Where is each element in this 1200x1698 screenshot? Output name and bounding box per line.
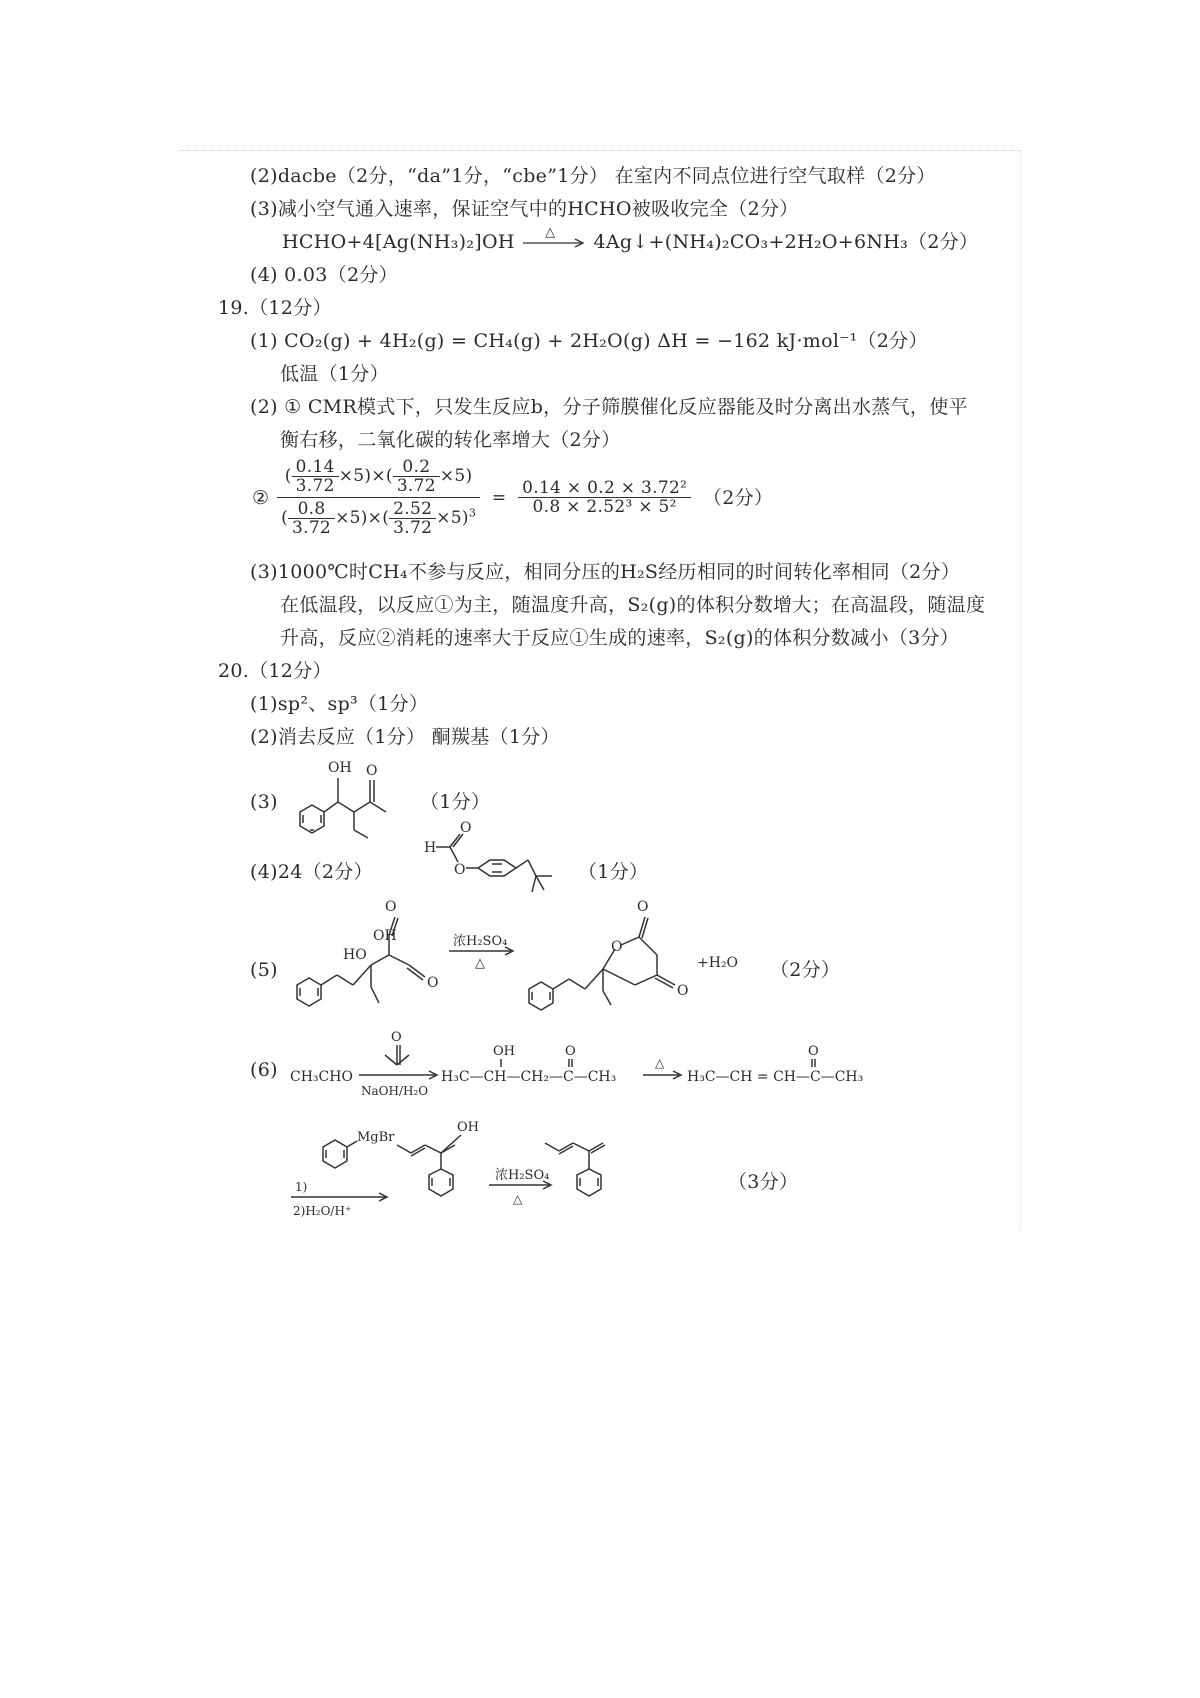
- svg-text:OH: OH: [328, 760, 352, 776]
- q19-fraction: ② ( $\frac{0.14}{3.72}$ ×5)×( $\frac{0.2}{3.72}$ ×5) ( $\frac{0.8}{3.72}$ ×5)×( $\frac{2.52}{3.72}$ ×5)$^3$ = $\frac{\text{0.14 × 0.2 × 3.72²}}{\text{0.8 × 2.52³ × 5²}}$ （2分）: [252, 457, 774, 538]
- structure-6-line2: [285, 1115, 715, 1230]
- q20-part6-score: （3分）: [728, 1171, 799, 1193]
- q19-part1b: 低温（1分）: [280, 363, 389, 385]
- svg-text:H₃C—CH = CH—C—CH₃: H₃C—CH = CH—C—CH₃: [687, 1069, 864, 1085]
- structure-3: [270, 750, 410, 840]
- svg-text:+H₂O: +H₂O: [697, 955, 739, 971]
- svg-text:O: O: [611, 939, 623, 955]
- svg-text:△: △: [513, 1192, 523, 1206]
- svg-text:O: O: [366, 763, 378, 779]
- q20-part3-score: （1分）: [420, 791, 491, 813]
- q20-part2: (2)消去反应（1分） 酮羰基（1分）: [250, 726, 560, 748]
- svg-text:MgBr: MgBr: [357, 1130, 395, 1145]
- q20-part1: (1)sp²、sp³（1分）: [250, 693, 429, 715]
- q19-header: 19.（12分）: [218, 297, 332, 319]
- circled-two: ②: [252, 486, 270, 509]
- q18-part4: (4) 0.03（2分）: [250, 264, 398, 286]
- q19-part2b: 衡右移，二氧化碳的转化率增大（2分）: [280, 429, 621, 451]
- heat-symbol: △: [545, 225, 556, 240]
- rhs-fraction: $\frac{\text{0.14 × 0.2 × 3.72²}}{\text{0.8 × 2.52³ × 5²}}$: [518, 479, 691, 516]
- q18-part3: (3)减小空气通入速率，保证空气中的HCHO被吸收完全（2分）: [250, 198, 799, 220]
- svg-text:HO: HO: [343, 947, 367, 963]
- svg-text:O: O: [391, 1030, 402, 1045]
- q20-part5-label: (5): [250, 959, 278, 981]
- eq-arrow: [521, 225, 587, 253]
- svg-text:△: △: [655, 1056, 665, 1070]
- svg-text:2)H₂O/H⁺: 2)H₂O/H⁺: [293, 1204, 352, 1218]
- eq-right: 4Ag↓+(NH₄)₂CO₃+2H₂O+6NH₃（2分）: [593, 231, 979, 253]
- svg-text:浓H₂SO₄: 浓H₂SO₄: [495, 1168, 550, 1183]
- big-numerator: ( $\frac{0.14}{3.72}$ ×5)×( $\frac{0.2}{3.72}$ ×5): [277, 458, 480, 498]
- big-denominator: ( $\frac{0.8}{3.72}$ ×5)×( $\frac{2.52}{3.72}$ ×5)$^3$: [281, 499, 477, 538]
- svg-text:1): 1): [295, 1180, 308, 1194]
- svg-text:OH: OH: [373, 928, 397, 944]
- q18-part2: (2)dacbe（2分，“da”1分，“cbe”1分） 在室内不同点位进行空气取样（2分）: [250, 165, 936, 187]
- q19-part1: (1) CO₂(g) + 4H₂(g) = CH₄(g) + 2H₂O(g) ΔH = −162 kJ·mol⁻¹（2分）: [250, 330, 928, 352]
- eq-left: HCHO+4[Ag(NH₃)₂]OH: [282, 231, 515, 253]
- svg-text:H₃C—CH—CH₂—C—CH₃: H₃C—CH—CH₂—C—CH₃: [441, 1069, 617, 1085]
- q19-part2a: (2) ① CMR模式下，只发生反应b，分子筛膜催化反应器能及时分离出水蒸气，使平: [250, 396, 968, 418]
- q19-part3a: (3)1000℃时CH₄不参与反应，相同分压的H₂S经历相同的时间转化率相同（2分）: [250, 561, 961, 583]
- structure-6-line1: [285, 1025, 865, 1105]
- svg-text:O: O: [385, 899, 397, 915]
- svg-text:O: O: [808, 1044, 819, 1059]
- svg-text:OH: OH: [457, 1120, 479, 1135]
- svg-text:OH: OH: [493, 1044, 515, 1059]
- q20-part4-score: （1分）: [578, 861, 649, 883]
- big-fraction: [277, 458, 480, 537]
- svg-text:△: △: [475, 956, 485, 971]
- q19-part3c: 升高，反应②消耗的速率大于反应①生成的速率，S₂(g)的体积分数减小（3分）: [280, 627, 960, 649]
- structure-5-reaction: [285, 895, 765, 1020]
- q20-part6-label: (6): [250, 1059, 278, 1081]
- top-divider: [180, 150, 1020, 151]
- q20-part3-label: (3): [250, 791, 278, 813]
- svg-text:CH₃CHO: CH₃CHO: [290, 1069, 353, 1085]
- svg-text:H: H: [424, 840, 437, 856]
- right-margin-line: [1020, 150, 1021, 1230]
- svg-text:O: O: [677, 983, 689, 999]
- svg-text:O: O: [460, 820, 472, 836]
- q20-part5-score: （2分）: [770, 959, 841, 981]
- svg-text:NaOH/H₂O: NaOH/H₂O: [361, 1084, 429, 1098]
- svg-text:O: O: [454, 862, 466, 878]
- svg-text:O: O: [637, 899, 649, 915]
- svg-text:O: O: [565, 1044, 576, 1059]
- svg-text:浓H₂SO₄: 浓H₂SO₄: [453, 934, 508, 949]
- q19-part3b: 在低温段，以反应①为主，随温度升高，S₂(g)的体积分数增大；在高温段，随温度: [280, 594, 986, 616]
- q20-part4-label: (4)24（2分）: [250, 861, 373, 883]
- q18-equation: [282, 225, 979, 254]
- q20-header: 20.（12分）: [218, 660, 332, 682]
- svg-text:O: O: [427, 975, 439, 991]
